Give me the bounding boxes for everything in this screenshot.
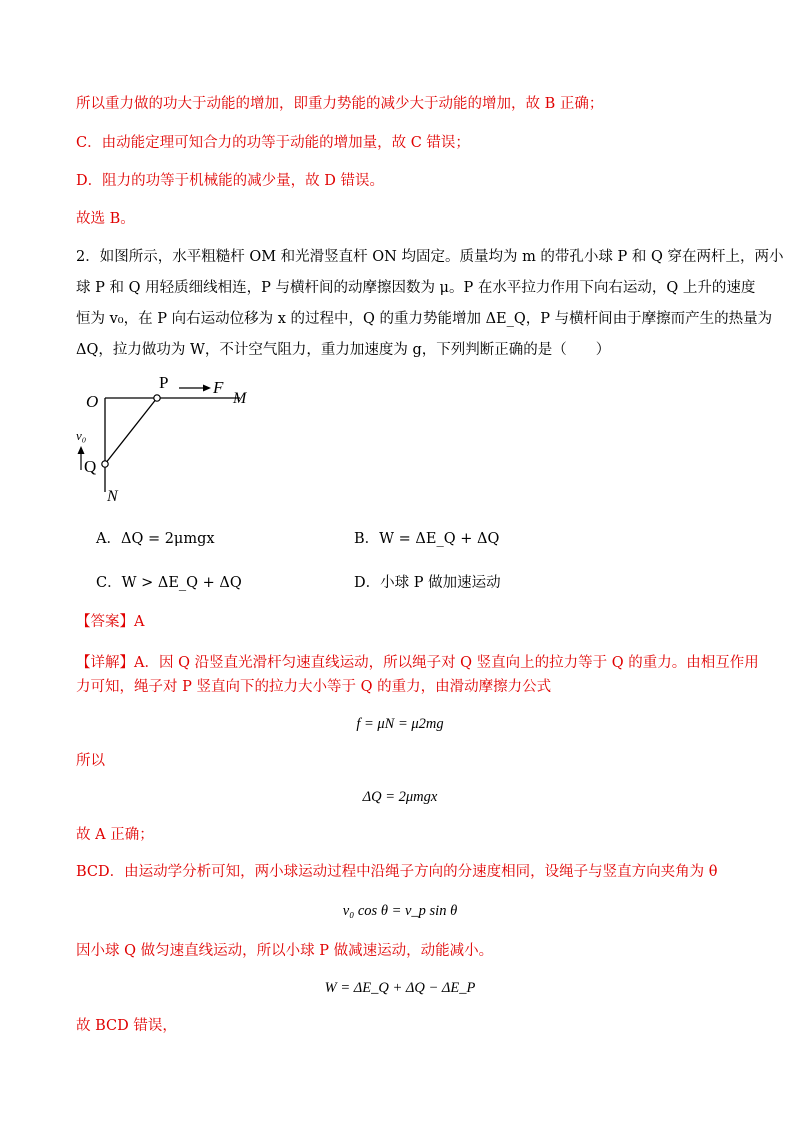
solution-line-2: 力可知，绳子对 P 竖直向下的拉力大小等于 Q 的重力，由滑动摩擦力公式 (76, 679, 552, 695)
force-arrowhead (203, 385, 211, 392)
analysis-line-3: D．阻力的功等于机械能的减少量，故 D 错误。 (76, 173, 384, 189)
solution-line-3: 所以 (76, 753, 105, 769)
solution-line-4: 故 A 正确； (76, 827, 154, 843)
label-P: P (159, 374, 169, 392)
equation-4: W = ΔE_Q + ΔQ − ΔE_P (324, 980, 476, 996)
equation-3: v₀ cos θ = v_p sin θ (342, 903, 458, 919)
option-D[interactable]: D．小球 P 做加速运动 (354, 575, 501, 591)
option-B[interactable]: B．W = ΔE_Q + ΔQ (354, 531, 500, 547)
label-O: O (86, 392, 99, 411)
solution-line-6: 因小球 Q 做匀速直线运动，所以小球 P 做减速运动，动能减小。 (76, 943, 494, 959)
solution-line-7: 故 BCD 错误， (76, 1018, 177, 1034)
question-line-4: ΔQ，拉力做功为 W，不计空气阻力，重力加速度为 g，下列判断正确的是（ ） (76, 342, 611, 358)
velocity-arrowhead (78, 446, 85, 454)
question-line-1: 2．如图所示，水平粗糙杆 OM 和光滑竖直杆 ON 均固定。质量均为 m 的带孔小球 P 和 Q 穿在两杆上，两小 (76, 249, 784, 265)
label-F: F (213, 378, 224, 397)
label-v0: v₀ (76, 428, 87, 443)
ball-Q (102, 461, 108, 467)
label-M: M (233, 390, 247, 407)
analysis-line-1: 所以重力做的功大于动能的增加，即重力势能的减少大于动能的增加，故 B 正确； (76, 96, 604, 112)
analysis-line-4: 故选 B。 (76, 211, 135, 227)
equation-2: ΔQ = 2μmgx (362, 789, 438, 805)
answer-line: 【答案】A (76, 614, 145, 630)
question-line-2: 球 P 和 Q 用轻质细线相连，P 与横杆间的动摩擦因数为 μ。P 在水平拉力作用下向右运动，Q 上升的速度 (76, 280, 756, 296)
equation-1: f = μN = μ2mg (356, 716, 444, 732)
label-N: N (107, 488, 118, 504)
analysis-line-2: C．由动能定理可知合力的功等于动能的增加量，故 C 错误； (76, 135, 470, 151)
option-C[interactable]: C．W > ΔE_Q + ΔQ (96, 575, 242, 591)
question-line-3: 恒为 v₀，在 P 向右运动位移为 x 的过程中，Q 的重力势能增加 ΔE_Q，P 与横杆间由于摩擦而产生的热量为 (76, 311, 773, 327)
physics-diagram (76, 374, 276, 504)
solution-line-1: 【详解】A．因 Q 沿竖直光滑杆匀速直线运动，所以绳子对 Q 竖直向上的拉力等于 Q 的重力。由相互作用 (76, 655, 759, 671)
ball-P (154, 395, 160, 401)
solution-line-5: BCD．由运动学分析可知，两小球运动过程中沿绳子方向的分速度相同，设绳子与竖直方向夹角为 θ (76, 864, 718, 880)
option-A[interactable]: A．ΔQ = 2μmgx (96, 531, 215, 547)
string-PQ (105, 398, 157, 464)
label-Q: Q (84, 457, 97, 476)
